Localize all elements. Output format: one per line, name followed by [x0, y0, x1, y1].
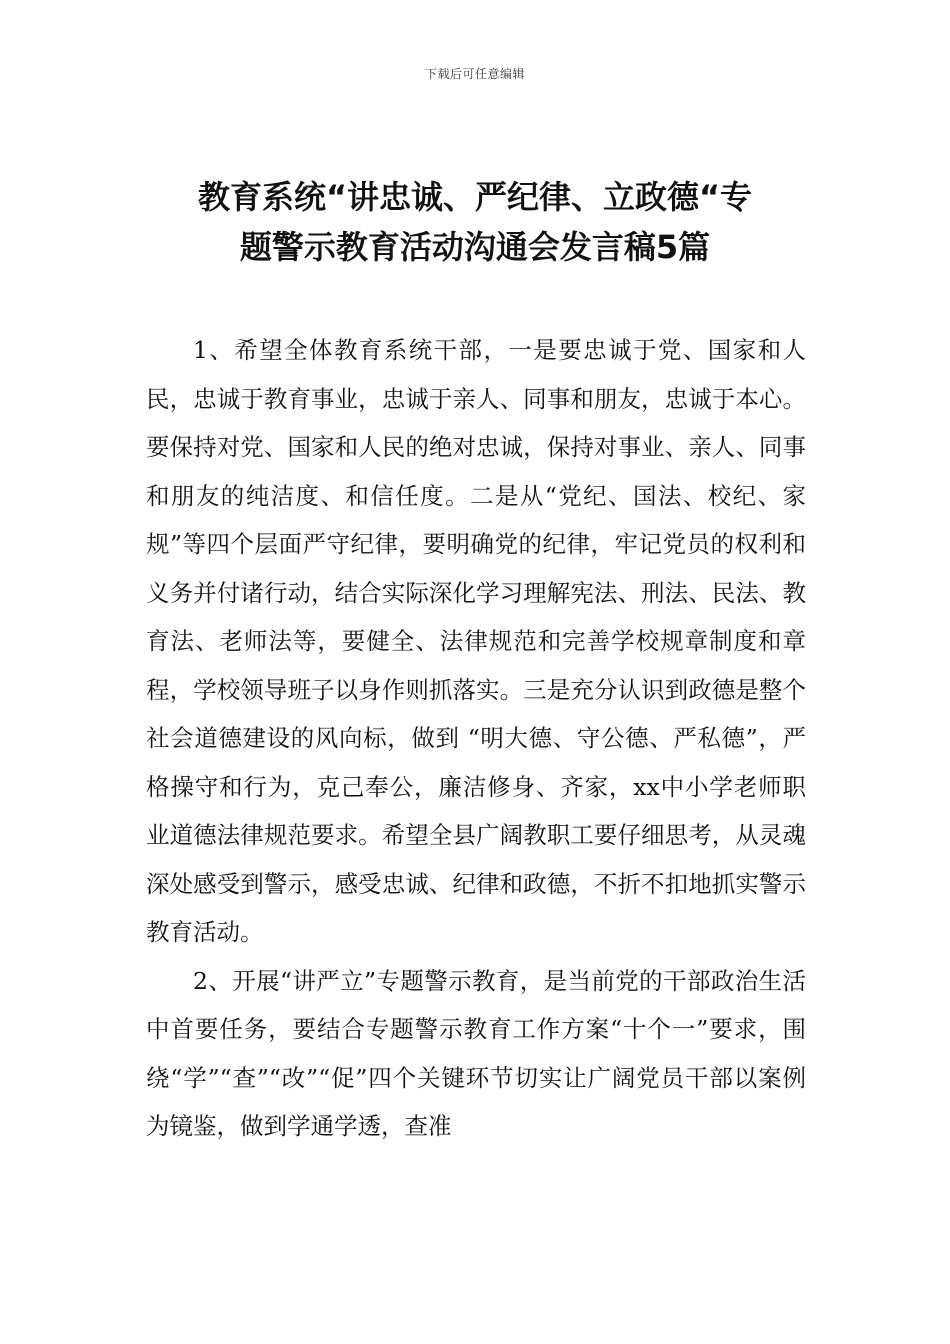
- title-line-1: 教育系统“讲忠诚、严纪律、立政德“专: [197, 178, 753, 216]
- title-line-2: 题警示教育活动沟通会发言稿5篇: [239, 228, 711, 266]
- paragraph-2: 2、开展“讲严立”专题警示教育，是当前党的干部政治生活中首要任务，要结合专题警示教育工作方案“十个一”要求，围绕“学”“查”“改”“促”四个关键环节切实让广阔党员干部以案例为镜鉴，做到学通学透，查准: [146, 966, 806, 1140]
- document-body: [146, 326, 806, 1151]
- paragraph-1: 1、希望全体教育系统干部，一是要忠诚于党、国家和人民，忠诚于教育事业，忠诚于亲人、同事和朋友，忠诚于本心。要保持对党、国家和人民的绝对忠诚，保持对事业、亲人、同事和朋友的纯洁度、和信任度。二是从“党纪、国法、校纪、家规”等四个层面严守纪律，要明确党的纪律，牢记党员的权利和义务并付诸行动，结合实际深化学习理解宪法、刑法、民法、教育法、老师法等，要健全、法律规范和完善学校规章制度和章程，学校领导班子以身作则抓落实。三是充分认识到政德是整个社会道德建设的风向标，做到 “明大德、守公德、严私德”，严格操守和行为，克己奉公，廉洁修身、齐家，xx中小学老师职业道德法律规范要求。希望全县广阔教职工要仔细思考，从灵魂深处感受到警示，感受忠诚、纪律和政德，不折不扣地抓实警示教育活动。: [146, 336, 806, 946]
- document-title: [140, 172, 810, 272]
- header-note: 下载后可任意编辑: [424, 67, 525, 81]
